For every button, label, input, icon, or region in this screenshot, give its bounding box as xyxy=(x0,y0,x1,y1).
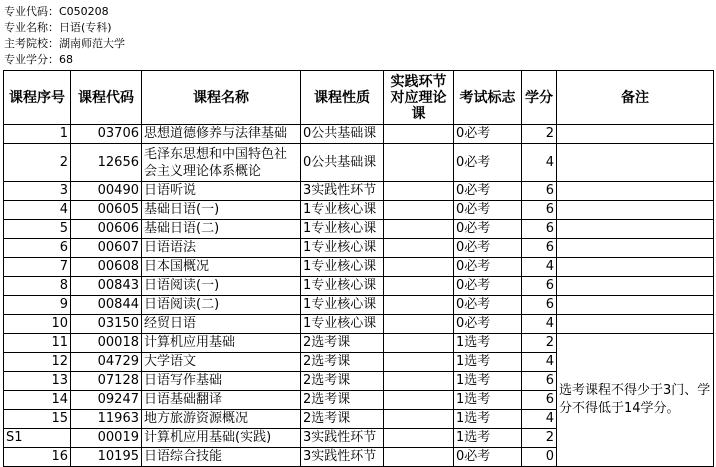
col-header-code: 课程代码 xyxy=(71,71,142,125)
cell-credit: 6 xyxy=(522,201,557,220)
cell-name: 日语阅读(二) xyxy=(142,296,301,315)
cell-credit: 4 xyxy=(522,144,557,182)
cell-name: 地方旅游资源概况 xyxy=(142,410,301,429)
cell-credit: 6 xyxy=(522,182,557,201)
cell-seq: 10 xyxy=(4,315,71,334)
table-row xyxy=(4,315,714,334)
cell-seq: 4 xyxy=(4,201,71,220)
cell-flag: 0必考 xyxy=(454,296,522,315)
cell-practice xyxy=(384,429,454,448)
cell-type: 1专业核心课 xyxy=(301,239,384,258)
cell-note-empty xyxy=(557,182,714,201)
cell-note-empty xyxy=(557,125,714,144)
cell-seq: 2 xyxy=(4,144,71,182)
cell-type: 2选考课 xyxy=(301,334,384,353)
cell-seq: 7 xyxy=(4,258,71,277)
cell-name: 大学语文 xyxy=(142,353,301,372)
cell-seq: 1 xyxy=(4,125,71,144)
cell-practice xyxy=(384,258,454,277)
cell-code: 00844 xyxy=(71,296,142,315)
col-header-practice: 实践环节对应理论课 xyxy=(384,71,454,125)
cell-code: 00019 xyxy=(71,429,142,448)
cell-credit: 4 xyxy=(522,258,557,277)
cell-code: 00605 xyxy=(71,201,142,220)
cell-name: 日语听说 xyxy=(142,182,301,201)
cell-seq: 6 xyxy=(4,239,71,258)
cell-practice xyxy=(384,125,454,144)
cell-flag: 1选考 xyxy=(454,429,522,448)
cell-practice xyxy=(384,353,454,372)
cell-code: 04729 xyxy=(71,353,142,372)
cell-flag: 0必考 xyxy=(454,182,522,201)
cell-type: 2选考课 xyxy=(301,391,384,410)
cell-flag: 0必考 xyxy=(454,239,522,258)
table-row xyxy=(4,220,714,239)
cell-flag: 1选考 xyxy=(454,334,522,353)
major-code: 专业代码：C050208 xyxy=(4,5,109,18)
col-header-seq: 课程序号 xyxy=(4,71,71,125)
cell-practice xyxy=(384,334,454,353)
table-header-row xyxy=(4,71,714,125)
cell-name: 经贸日语 xyxy=(142,315,301,334)
cell-flag: 0必考 xyxy=(454,144,522,182)
cell-seq: 14 xyxy=(4,391,71,410)
cell-flag: 1选考 xyxy=(454,391,522,410)
cell-credit: 4 xyxy=(522,315,557,334)
cell-practice xyxy=(384,239,454,258)
elective-note: 选考课程不得少于3门、学分不得低于14学分。 xyxy=(557,334,714,467)
cell-code: 10195 xyxy=(71,448,142,467)
col-header-flag: 考试标志 xyxy=(454,71,522,125)
cell-credit: 4 xyxy=(522,410,557,429)
cell-code: 03150 xyxy=(71,315,142,334)
cell-seq: 3 xyxy=(4,182,71,201)
cell-seq: 8 xyxy=(4,277,71,296)
cell-practice xyxy=(384,410,454,429)
cell-type: 2选考课 xyxy=(301,353,384,372)
cell-flag: 0必考 xyxy=(454,448,522,467)
cell-practice xyxy=(384,372,454,391)
cell-credit: 6 xyxy=(522,277,557,296)
cell-seq: 9 xyxy=(4,296,71,315)
cell-note-empty xyxy=(557,296,714,315)
cell-type: 0公共基础课 xyxy=(301,125,384,144)
cell-name: 毛泽东思想和中国特色社会主义理论体系概论 xyxy=(142,144,301,182)
cell-credit: 6 xyxy=(522,220,557,239)
cell-type: 0公共基础课 xyxy=(301,144,384,182)
cell-flag: 1选考 xyxy=(454,410,522,429)
major-info xyxy=(4,4,714,68)
cell-flag: 0必考 xyxy=(454,125,522,144)
cell-flag: 0必考 xyxy=(454,220,522,239)
cell-note-empty xyxy=(557,220,714,239)
cell-seq: 15 xyxy=(4,410,71,429)
cell-practice xyxy=(384,296,454,315)
cell-practice xyxy=(384,220,454,239)
col-header-name: 课程名称 xyxy=(142,71,301,125)
cell-practice xyxy=(384,315,454,334)
cell-type: 1专业核心课 xyxy=(301,201,384,220)
cell-code: 00607 xyxy=(71,239,142,258)
cell-type: 1专业核心课 xyxy=(301,258,384,277)
cell-practice xyxy=(384,391,454,410)
cell-seq: S1 xyxy=(4,429,71,448)
cell-name: 日本国概况 xyxy=(142,258,301,277)
cell-code: 00843 xyxy=(71,277,142,296)
cell-name: 日语综合技能 xyxy=(142,448,301,467)
cell-flag: 0必考 xyxy=(454,315,522,334)
cell-name: 日语写作基础 xyxy=(142,372,301,391)
cell-note-empty xyxy=(557,258,714,277)
cell-credit: 6 xyxy=(522,391,557,410)
col-header-credit: 学分 xyxy=(522,71,557,125)
cell-name: 日语语法 xyxy=(142,239,301,258)
cell-credit: 4 xyxy=(522,353,557,372)
cell-note-empty xyxy=(557,277,714,296)
cell-note-empty xyxy=(557,239,714,258)
cell-name: 计算机应用基础 xyxy=(142,334,301,353)
col-header-note: 备注 xyxy=(557,71,714,125)
table-row xyxy=(4,277,714,296)
institution: 主考院校：湖南师范大学 xyxy=(4,37,125,50)
cell-name: 思想道德修养与法律基础 xyxy=(142,125,301,144)
cell-type: 1专业核心课 xyxy=(301,296,384,315)
cell-note-empty xyxy=(557,315,714,334)
cell-type: 3实践性环节 xyxy=(301,429,384,448)
cell-practice xyxy=(384,201,454,220)
table-row xyxy=(4,201,714,220)
cell-credit: 2 xyxy=(522,429,557,448)
table-row xyxy=(4,125,714,144)
cell-practice xyxy=(384,144,454,182)
cell-practice xyxy=(384,448,454,467)
cell-flag: 0必考 xyxy=(454,258,522,277)
cell-code: 09247 xyxy=(71,391,142,410)
cell-name: 日语阅读(一) xyxy=(142,277,301,296)
cell-note-empty xyxy=(557,201,714,220)
table-row xyxy=(4,334,714,353)
cell-flag: 0必考 xyxy=(454,201,522,220)
cell-practice xyxy=(384,182,454,201)
cell-type: 1专业核心课 xyxy=(301,220,384,239)
cell-flag: 1选考 xyxy=(454,353,522,372)
major-name: 专业名称：日语(专科) xyxy=(4,21,112,34)
cell-code: 07128 xyxy=(71,372,142,391)
cell-type: 3实践性环节 xyxy=(301,448,384,467)
table-row xyxy=(4,296,714,315)
cell-code: 00490 xyxy=(71,182,142,201)
cell-name: 日语基础翻译 xyxy=(142,391,301,410)
table-row xyxy=(4,239,714,258)
cell-credit: 0 xyxy=(522,448,557,467)
cell-type: 1专业核心课 xyxy=(301,315,384,334)
total-credits: 专业学分：68 xyxy=(4,53,73,66)
table-row xyxy=(4,182,714,201)
cell-credit: 2 xyxy=(522,334,557,353)
cell-name: 计算机应用基础(实践) xyxy=(142,429,301,448)
cell-type: 1专业核心课 xyxy=(301,277,384,296)
cell-credit: 6 xyxy=(522,296,557,315)
table-row xyxy=(4,258,714,277)
cell-name: 基础日语(二) xyxy=(142,220,301,239)
cell-seq: 5 xyxy=(4,220,71,239)
cell-credit: 2 xyxy=(522,125,557,144)
table-row xyxy=(4,144,714,182)
cell-type: 2选考课 xyxy=(301,372,384,391)
cell-credit: 6 xyxy=(522,239,557,258)
cell-type: 3实践性环节 xyxy=(301,182,384,201)
cell-code: 00018 xyxy=(71,334,142,353)
cell-flag: 1选考 xyxy=(454,372,522,391)
cell-seq: 13 xyxy=(4,372,71,391)
cell-code: 11963 xyxy=(71,410,142,429)
cell-name: 基础日语(一) xyxy=(142,201,301,220)
cell-credit: 6 xyxy=(522,372,557,391)
cell-note-empty xyxy=(557,144,714,182)
cell-seq: 12 xyxy=(4,353,71,372)
course-table xyxy=(3,70,714,467)
cell-code: 12656 xyxy=(71,144,142,182)
col-header-type: 课程性质 xyxy=(301,71,384,125)
cell-flag: 0必考 xyxy=(454,277,522,296)
cell-seq: 16 xyxy=(4,448,71,467)
cell-type: 2选考课 xyxy=(301,410,384,429)
cell-seq: 11 xyxy=(4,334,71,353)
cell-code: 00606 xyxy=(71,220,142,239)
cell-code: 03706 xyxy=(71,125,142,144)
cell-code: 00608 xyxy=(71,258,142,277)
cell-practice xyxy=(384,277,454,296)
